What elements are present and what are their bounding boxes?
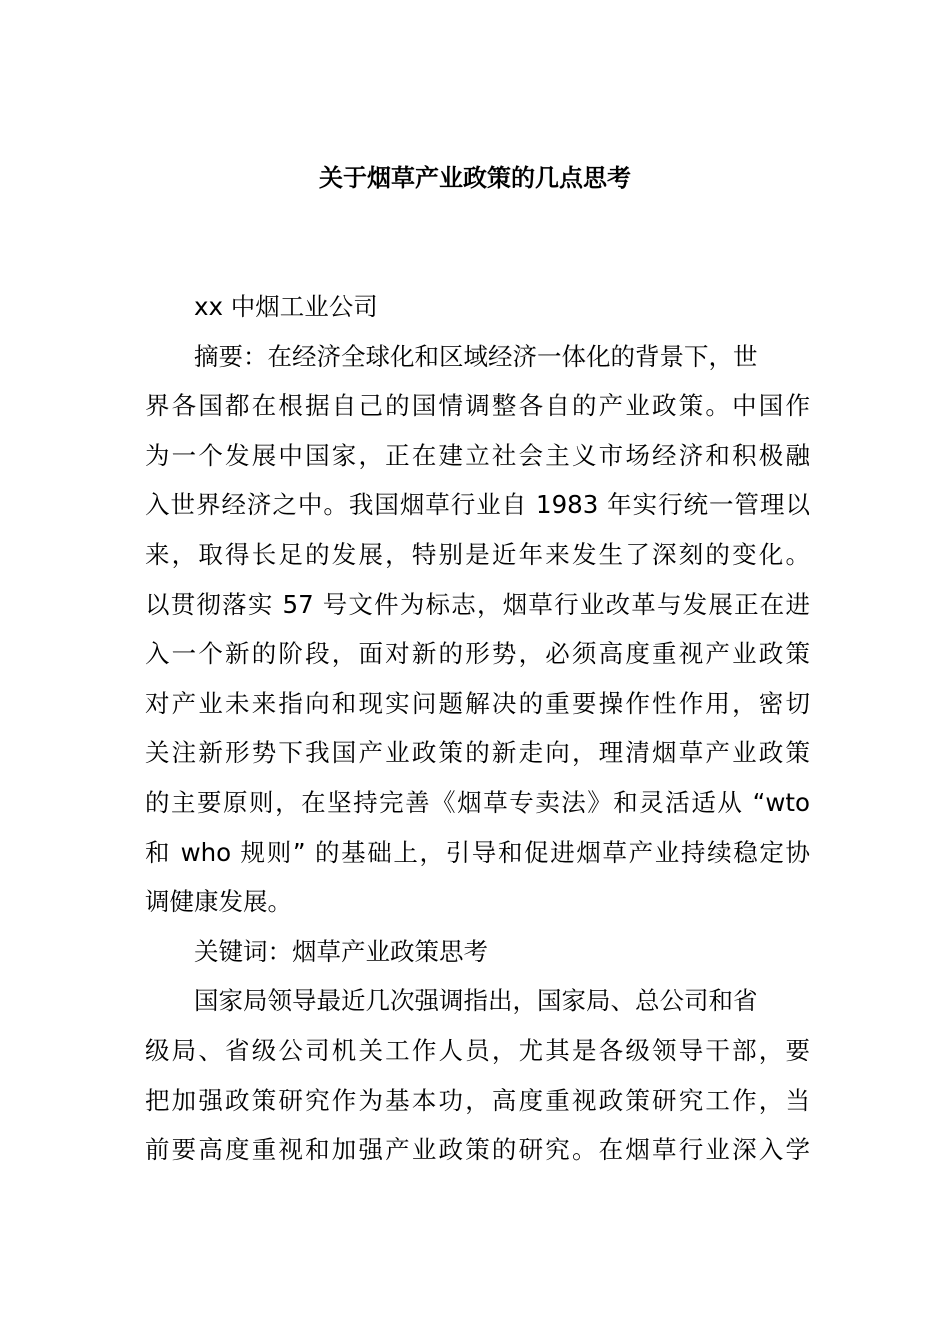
text-line: 摘要：在经济全球化和区域经济一体化的背景下，世 [194,341,758,371]
text-line: 调健康发展。 [145,887,292,917]
document-title: 关于烟草产业政策的几点思考 [319,164,631,192]
text-line: 界各国都在根据自己的国情调整各自的产业政策。中国作 [145,391,810,421]
text-line: xx 中烟工业公司 [194,292,378,321]
text-line: 国家局领导最近几次强调指出，国家局、总公司和省 [194,986,758,1016]
text-line: 来，取得长足的发展，特别是近年来发生了深刻的变化。 [145,539,810,569]
text-line: 关键词：烟草产业政策思考 [194,936,488,966]
text-line: 前要高度重视和加强产业政策的研究。在烟草行业深入学 [145,1135,810,1165]
text-line: 把加强政策研究作为基本功，高度重视政策研究工作，当 [145,1085,810,1115]
document-body [145,282,810,1175]
text-line: 入世界经济之中。我国烟草行业自 1983 年实行统一管理以 [145,490,810,520]
text-line: 对产业未来指向和现实问题解决的重要操作性作用，密切 [145,688,810,718]
text-line: 级局、省级公司机关工作人员，尤其是各级领导干部，要 [145,1035,810,1065]
text-line: 关注新形势下我国产业政策的新走向，理清烟草产业政策 [145,738,810,768]
text-line: 和 who 规则” 的基础上，引导和促进烟草产业持续稳定协 [145,837,810,867]
text-line: 的主要原则，在坚持完善《烟草专卖法》和灵活适从 “wto [145,787,810,817]
text-line: 为一个发展中国家，正在建立社会主义市场经济和积极融 [145,440,810,470]
text-line: 以贯彻落实 57 号文件为标志，烟草行业改革与发展正在进 [145,589,810,619]
text-line: 入一个新的阶段，面对新的形势，必须高度重视产业政策 [145,639,810,669]
